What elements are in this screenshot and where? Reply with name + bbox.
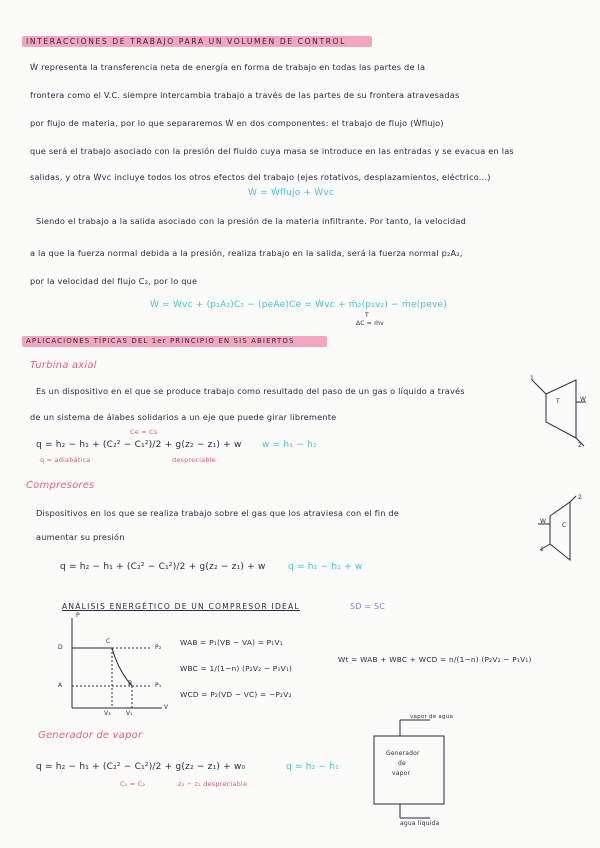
box-label: Generador (386, 750, 420, 757)
graph-volume-label: V₁ (126, 710, 133, 717)
analysis-equation: WBC = 1/(1−n) (P₂V₂ − P₁V₁) (180, 664, 293, 673)
equation-turbina: q = h₂ − h₁ + (C₂² − C₁²)/2 + g(z₂ − z₁) + w (36, 440, 242, 450)
graph-point-label: D (58, 644, 63, 651)
diagram-label: C (562, 522, 567, 529)
diagram-label: 1 (530, 375, 535, 382)
paragraph-line: Ẇ representa la transferencia neta de energía en forma de trabajo en todas las partes de la (30, 62, 426, 72)
result-compresor: q = h₂ − h₁ + w (288, 562, 363, 572)
steam-generator-diagram (360, 714, 470, 824)
diagram-label: 2 (578, 442, 583, 449)
result-turbina: w = h₁ − h₂ (262, 440, 317, 450)
section-title-1: INTERACCIONES DE TRABAJO PARA UN VOLUMEN DE CONTROL (26, 37, 346, 46)
paragraph-line: aumentar su presión (36, 532, 125, 542)
paragraph-line: Es un dispositivo en el que se produce trabajo como resultado del paso de un gas o líquido a través (36, 386, 465, 396)
equation-compresor: q = h₂ − h₁ + (C₂² − C₁²)/2 + g(z₂ − z₁) + w (60, 562, 266, 572)
graph-pressure-label: P₁ (155, 682, 162, 689)
graph-point-label: B (128, 680, 133, 687)
analysis-condition: SD = SC (350, 602, 386, 611)
paragraph-line: por flujo de materia, por lo que separaremos Ẇ en dos componentes: el trabajo de flujo (Ẇflujo) (30, 118, 444, 128)
equation-note: T (365, 312, 369, 319)
box-label: de (398, 760, 406, 767)
analysis-title: ANÁLISIS ENERGÉTICO DE UN COMPRESOR IDEAL (62, 602, 300, 611)
graph-axis-label: V (164, 704, 169, 711)
paragraph-line: salidas, y otra Ẇvc incluye todos los otros efectos del trabajo (ejes rotativos, desplazamientos, eléctrico...) (30, 172, 491, 182)
note: Ce ≈ Cs (130, 428, 158, 436)
diagram-label: 1 (540, 546, 545, 553)
analysis-total: Wt = WAB + WBC + WCD = n/(1−n) (P₂V₂ − P₁V₁) (338, 655, 532, 664)
diagram-label: W (580, 396, 587, 403)
note: z₂ − z₁ despreciable (178, 780, 248, 788)
graph-axis-label: P (76, 612, 80, 619)
paragraph-line: frontera como el V.C. siempre intercambia trabajo a través de las partes de su frontera atravesadas (30, 90, 460, 100)
graph-volume-label: V₂ (104, 710, 111, 717)
graph-pressure-label: P₂ (155, 644, 162, 651)
analysis-equation: WCD = P₂(VD − VC) = −P₂V₂ (180, 690, 292, 699)
equation-generador: q = h₂ − h₁ + (C₂² − C₁²)/2 + g(z₂ − z₁) + w₀ (36, 762, 246, 772)
subsection-title-turbina: Turbina axial (30, 360, 97, 371)
equation-note: ΔC = ṁv (356, 320, 384, 327)
paragraph-line: que será el trabajo asociado con la presión del fluido cuya masa se introduce en las entradas y se evacua en las (30, 146, 514, 156)
diagram-label: 2 (578, 494, 583, 501)
subsection-title-generador: Generador de vapor (38, 730, 143, 741)
box-label: vapor (392, 770, 411, 777)
section-title-2: APLICACIONES TÍPICAS DEL 1er PRINCIPIO EN SIS ABIERTOS (26, 337, 295, 345)
analysis-equation: WAB = P₁(VB − VA) = P₁V₁ (180, 638, 283, 647)
pv-graph (62, 618, 172, 718)
note: q = adiabática (40, 456, 91, 464)
paragraph-line: Siendo el trabajo a la salida asociado con la presión de la materia infiltrante. Por tanto, la velocidad (36, 216, 467, 226)
note: C₁ ≈ C₂ (120, 780, 146, 788)
result-generador: q = h₂ − h₁ (286, 762, 340, 772)
equation-flow-work: Ẇ = Ẇflujo + Ẇvc (248, 188, 335, 198)
diagram-label: T (556, 398, 560, 405)
compressor-diagram (536, 494, 596, 574)
paragraph-line: de un sistema de álabes solidarios a un eje que puede girar libremente (30, 412, 337, 422)
paragraph-line: Dispositivos en los que se realiza trabajo sobre el gas que los atraviesa con el fin de (36, 508, 400, 518)
note: despreciable (172, 456, 216, 464)
paragraph-line: por la velocidad del flujo C₂, por lo que (30, 276, 198, 286)
graph-point-label: C (106, 638, 111, 645)
flow-label: vapor de agua (410, 714, 454, 720)
flow-label: agua líquida (400, 820, 440, 827)
diagram-label: W (540, 518, 547, 525)
subsection-title-compresores: Compresores (26, 480, 95, 491)
equation-total-work: Ẇ = Ẇvc + (p₂A₂)C₂ − (peAe)Ce = Ẇvc + ṁ₂(p₂v₂) − ṁe(peve) (150, 300, 447, 310)
paragraph-line: a la que la fuerza normal debida a la presión, realiza trabajo en la salida, será la fuerza normal p₂A₂, (30, 248, 463, 258)
graph-point-label: A (58, 682, 63, 689)
turbine-diagram (530, 372, 590, 452)
